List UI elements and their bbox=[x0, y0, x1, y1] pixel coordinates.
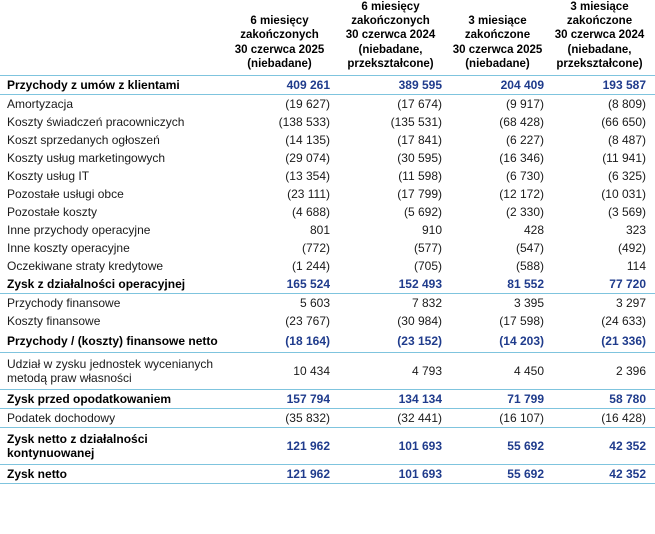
row-value-col-3: (16 107) bbox=[451, 409, 553, 428]
row-value-col-3: (6 227) bbox=[505, 133, 544, 148]
row-value-col-3: (12 172) bbox=[499, 187, 544, 202]
table-row bbox=[0, 330, 655, 353]
row-value-col-1: 121 962 bbox=[229, 428, 339, 465]
row-value-col-3: (17 598) bbox=[499, 314, 544, 329]
table-row bbox=[0, 239, 655, 257]
row-label: Pozostałe koszty bbox=[7, 205, 98, 220]
row-value-col-4: 77 720 bbox=[553, 275, 655, 294]
row-value-col-4: 114 bbox=[626, 259, 646, 274]
row-value-col-2: (135 531) bbox=[390, 115, 442, 130]
column-header-4-line-4: (niebadane, bbox=[567, 43, 632, 56]
row-value-col-4: (21 336) bbox=[553, 330, 655, 353]
row-value-col-4: (3 569) bbox=[607, 205, 646, 220]
row-label: Koszty finansowe bbox=[7, 314, 101, 329]
table-row bbox=[0, 149, 655, 167]
row-value-col-2: 101 693 bbox=[339, 465, 451, 484]
row-value-col-1: 801 bbox=[309, 223, 330, 238]
row-value-col-3: (68 428) bbox=[499, 115, 544, 130]
row-label: Zysk przed opodatkowaniem bbox=[0, 390, 229, 409]
row-value-col-2: (17 799) bbox=[397, 187, 442, 202]
row-value-col-3: 55 692 bbox=[451, 465, 553, 484]
row-value-col-4: (6 325) bbox=[607, 169, 646, 184]
row-value-col-3: (14 203) bbox=[451, 330, 553, 353]
row-value-col-2: (30 984) bbox=[397, 314, 442, 329]
row-value-col-1: (18 164) bbox=[229, 330, 339, 353]
column-header-3-line-2: zakończone bbox=[464, 29, 531, 42]
column-header-2-line-5: przekształcone) bbox=[347, 57, 434, 70]
table-row bbox=[0, 294, 655, 313]
row-value-col-1: 409 261 bbox=[229, 76, 339, 95]
table-row bbox=[0, 275, 655, 294]
row-value-col-1: (4 688) bbox=[291, 205, 330, 220]
row-value-col-4: (8 487) bbox=[607, 133, 646, 148]
table-row bbox=[0, 203, 655, 221]
row-label: Inne koszty operacyjne bbox=[7, 241, 130, 256]
row-value-col-1: (23 767) bbox=[285, 314, 330, 329]
column-header-3-line-3: 30 czerwca 2025 bbox=[452, 43, 543, 56]
row-value-col-3: 81 552 bbox=[451, 275, 553, 294]
row-value-col-4: 42 352 bbox=[553, 428, 655, 465]
row-value-col-2: (577) bbox=[413, 241, 442, 256]
table-row bbox=[0, 353, 655, 390]
row-value-col-4: (11 941) bbox=[602, 151, 646, 166]
row-value-col-2: 7 832 bbox=[411, 296, 442, 311]
column-header-1-line-1: 6 miesięcy bbox=[250, 15, 309, 28]
row-value-col-4: (66 650) bbox=[601, 115, 646, 130]
column-header-4 bbox=[553, 0, 655, 76]
row-value-col-3: (16 346) bbox=[499, 151, 544, 166]
column-header-2-line-3: 30 czerwca 2024 bbox=[345, 29, 436, 42]
row-value-col-2: 389 595 bbox=[339, 76, 451, 95]
column-header-2-line-4: (niebadane, bbox=[358, 43, 423, 56]
row-label: Przychody finansowe bbox=[7, 296, 121, 311]
row-value-col-2: (705) bbox=[413, 259, 442, 274]
table-row bbox=[0, 409, 655, 428]
row-value-col-1: (23 111) bbox=[287, 187, 330, 202]
column-header-2-line-2: zakończonych bbox=[351, 15, 430, 28]
row-value-col-4: 58 780 bbox=[553, 390, 655, 409]
row-value-col-4: 323 bbox=[625, 223, 646, 238]
row-value-col-4: (8 809) bbox=[607, 97, 646, 112]
column-header-4-line-2: zakończone bbox=[566, 15, 633, 28]
column-header-4-line-1: 3 miesiące bbox=[570, 1, 629, 13]
row-value-col-3: (547) bbox=[515, 241, 544, 256]
row-value-col-3: 3 395 bbox=[513, 296, 544, 311]
table-row bbox=[0, 131, 655, 149]
table-row bbox=[0, 185, 655, 203]
row-value-col-3: (6 730) bbox=[505, 169, 544, 184]
row-label: Oczekiwane straty kredytowe bbox=[7, 259, 164, 274]
row-value-col-2: 910 bbox=[421, 223, 442, 238]
row-value-col-1: 5 603 bbox=[299, 296, 330, 311]
table-row bbox=[0, 390, 655, 409]
table-row bbox=[0, 465, 655, 484]
row-value-col-4: 42 352 bbox=[553, 465, 655, 484]
column-header-2-line-1: 6 miesięcy bbox=[361, 1, 420, 13]
row-value-col-4: 3 297 bbox=[615, 296, 646, 311]
header-row bbox=[0, 0, 655, 76]
row-value-col-1: 10 434 bbox=[229, 353, 339, 390]
row-value-col-1: (138 533) bbox=[278, 115, 330, 130]
header-label-column bbox=[0, 0, 229, 76]
row-value-col-2: 4 793 bbox=[339, 353, 451, 390]
row-value-col-1: (772) bbox=[301, 241, 330, 256]
row-label: Zysk z działalności operacyjnej bbox=[0, 275, 229, 294]
table-row bbox=[0, 167, 655, 185]
table-row bbox=[0, 221, 655, 239]
table-row bbox=[0, 95, 655, 114]
row-value-col-3: (2 330) bbox=[505, 205, 544, 220]
row-label: Koszty usług marketingowych bbox=[7, 151, 166, 166]
column-header-3-line-4: (niebadane) bbox=[465, 57, 530, 70]
table-row bbox=[0, 76, 655, 95]
row-value-col-2: (17 841) bbox=[397, 133, 442, 148]
column-header-3 bbox=[451, 0, 553, 76]
column-header-2 bbox=[339, 0, 451, 76]
row-label: Inne przychody operacyjne bbox=[7, 223, 151, 238]
row-value-col-2: (32 441) bbox=[339, 409, 451, 428]
row-value-col-4: (16 428) bbox=[553, 409, 655, 428]
row-value-col-3: 4 450 bbox=[451, 353, 553, 390]
table-body bbox=[0, 76, 655, 484]
row-value-col-3: 55 692 bbox=[451, 428, 553, 465]
row-value-col-1: (13 354) bbox=[285, 169, 330, 184]
row-value-col-2: 101 693 bbox=[339, 428, 451, 465]
row-value-col-4: (10 031) bbox=[601, 187, 646, 202]
table-row bbox=[0, 428, 655, 465]
row-value-col-4: (492) bbox=[617, 241, 646, 256]
row-label: Koszty świadczeń pracowniczych bbox=[7, 115, 185, 130]
row-value-col-3: (9 917) bbox=[505, 97, 544, 112]
row-value-col-3: 204 409 bbox=[451, 76, 553, 95]
column-header-1 bbox=[229, 0, 339, 76]
row-value-col-3: 428 bbox=[523, 223, 544, 238]
row-label: Udział w zysku jednostek wycenianych metodą praw własności bbox=[0, 353, 229, 390]
row-value-col-1: 121 962 bbox=[229, 465, 339, 484]
row-value-col-1: 157 794 bbox=[229, 390, 339, 409]
row-value-col-1: (35 832) bbox=[229, 409, 339, 428]
table-row bbox=[0, 257, 655, 275]
row-value-col-1: (29 074) bbox=[285, 151, 330, 166]
row-value-col-3: (588) bbox=[515, 259, 544, 274]
row-value-col-4: (24 633) bbox=[601, 314, 646, 329]
row-label: Przychody / (koszty) finansowe netto bbox=[0, 330, 229, 353]
table-row bbox=[0, 312, 655, 330]
row-label: Przychody z umów z klientami bbox=[0, 76, 229, 95]
row-value-col-1: (19 627) bbox=[285, 97, 330, 112]
table-row bbox=[0, 113, 655, 131]
column-header-4-line-5: przekształcone) bbox=[556, 57, 643, 70]
row-value-col-2: (23 152) bbox=[339, 330, 451, 353]
row-value-col-2: (5 692) bbox=[403, 205, 442, 220]
row-label: Zysk netto z działalności kontynuowanej bbox=[0, 428, 229, 465]
row-value-col-1: (14 135) bbox=[285, 133, 330, 148]
row-value-col-2: 134 134 bbox=[339, 390, 451, 409]
column-header-1-line-4: (niebadane) bbox=[247, 57, 312, 70]
row-label: Amortyzacja bbox=[7, 97, 74, 112]
row-label: Koszty usług IT bbox=[7, 169, 90, 184]
row-value-col-4: 193 587 bbox=[553, 76, 655, 95]
row-value-col-2: (17 674) bbox=[397, 97, 442, 112]
row-label: Koszt sprzedanych ogłoszeń bbox=[7, 133, 160, 148]
row-label: Zysk netto bbox=[0, 465, 229, 484]
column-header-3-line-1: 3 miesiące bbox=[468, 15, 527, 28]
column-header-1-line-2: zakończonych bbox=[240, 29, 319, 42]
row-label: Pozostałe usługi obce bbox=[7, 187, 124, 202]
row-value-col-2: 152 493 bbox=[339, 275, 451, 294]
column-header-4-line-3: 30 czerwca 2024 bbox=[554, 29, 645, 42]
row-value-col-1: (1 244) bbox=[291, 259, 330, 274]
table-header bbox=[0, 0, 655, 76]
row-value-col-3: 71 799 bbox=[451, 390, 553, 409]
column-header-1-line-3: 30 czerwca 2025 bbox=[234, 43, 325, 56]
row-label: Podatek dochodowy bbox=[0, 409, 229, 428]
row-value-col-4: 2 396 bbox=[553, 353, 655, 390]
row-value-col-2: (11 598) bbox=[398, 169, 442, 184]
row-value-col-1: 165 524 bbox=[229, 275, 339, 294]
row-value-col-2: (30 595) bbox=[397, 151, 442, 166]
